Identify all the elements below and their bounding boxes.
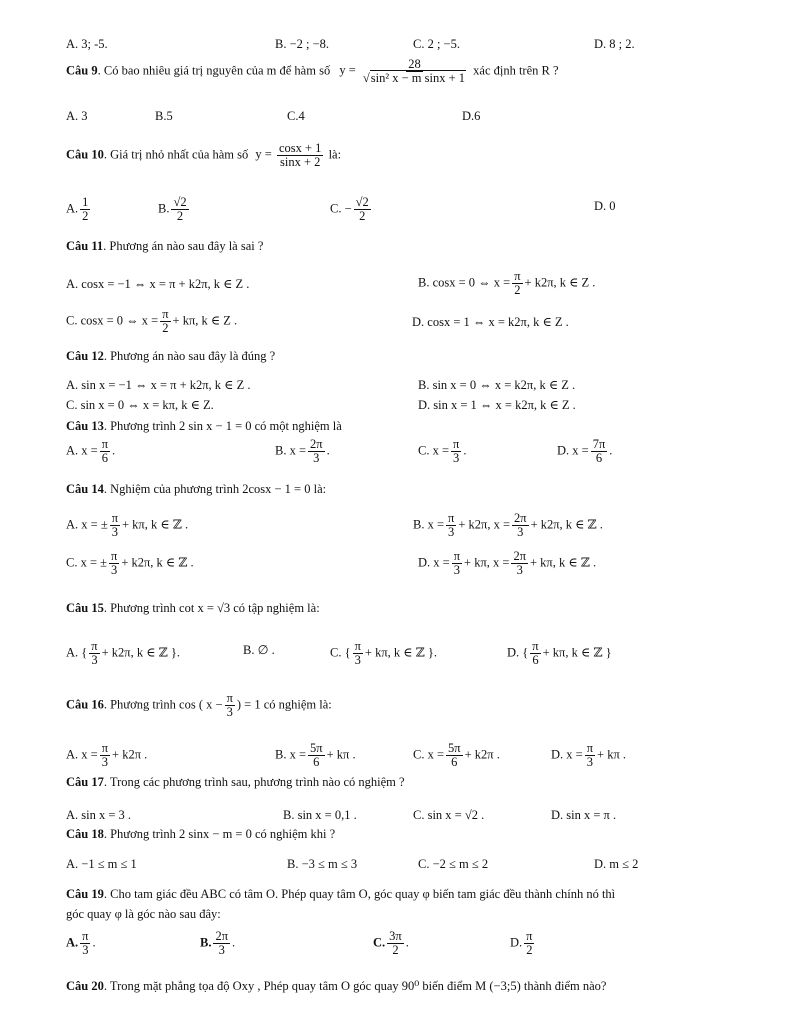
q8-option-b: B. −2 ; −8. (275, 37, 330, 51)
q18-option-d: D. m ≤ 2 (594, 857, 639, 871)
q14-option-c: C. x = ± $\frac{\pi}{3}$ + k2π, k ∈ ℤ . (66, 549, 194, 577)
question-14: Câu 14. Nghiệm của phương trình 2cosx − 1 = 0 là: (66, 482, 327, 496)
q12-option-b: B. sin x = 0 ⇔ x = k2π, k ∈ Z . (418, 378, 576, 392)
q18-option-c: C. −2 ≤ m ≤ 2 (418, 857, 489, 871)
question-18: Câu 18. Phương trình 2 sinx − m = 0 có nghiệm khi ? (66, 827, 336, 841)
q13-option-a: A. x = $\frac{\pi}{6}$ . (66, 437, 116, 465)
q8-option-c: C. 2 ; −5. (413, 37, 460, 51)
question-16: Câu 16. Phương trình cos ( x − $\frac{\pi}{3}$ ) = 1 có nghiệm là: (66, 691, 332, 719)
q8-option-d: D. 8 ; 2. (594, 37, 635, 51)
q16-option-a: A. x = $\frac{\pi}{3}$ + k2π . (66, 741, 148, 769)
q11-option-a: A. cosx = −1 ⇔ x = π + k2π, k ∈ Z . (66, 277, 250, 291)
q17-option-c: C. sin x = √2 . (413, 808, 485, 822)
q13-option-b: B. x = $\frac{2\pi}{3}$ . (275, 437, 330, 465)
question-19: Câu 19. Cho tam giác đều ABC có tâm O. Phép quay tâm O, góc quay φ biến tam giác đều thành chính nó thì (66, 887, 616, 901)
q14-option-d: D. x = $\frac{\pi}{3}$ + kπ, x = $\frac{2\pi}{3}$ + kπ, k ∈ ℤ . (418, 549, 597, 577)
q18-option-a: A. −1 ≤ m ≤ 1 (66, 857, 137, 871)
q17-option-b: B. sin x = 0,1 . (283, 808, 357, 822)
q10-option-a: A. $\frac{1}{2}$ (66, 195, 89, 223)
q9-option-b: B.5 (155, 109, 173, 123)
q9-label: Câu 9 (66, 63, 98, 78)
q18-option-b: B. −3 ≤ m ≤ 3 (287, 857, 358, 871)
q8-option-a: A. 3; -5. (66, 37, 108, 51)
q15-option-a: A. { $\frac{\pi}{3}$ + k2π, k ∈ ℤ }. (66, 639, 180, 667)
q15-option-d: D. { $\frac{\pi}{6}$ + kπ, k ∈ ℤ } (507, 639, 612, 667)
q10-option-d: D. 0 (594, 199, 616, 213)
question-20: Câu 20. Trong mặt phẳng tọa độ Oxy , Phép quay tâm O góc quay 90⁰ biến điểm M (−3;5) thành điểm nào? (66, 979, 607, 993)
q11-option-b: B. cosx = 0 ⇔ x = $\frac{\pi}{2}$ + k2π, k ∈ Z . (418, 269, 596, 297)
question-17: Câu 17. Trong các phương trình sau, phương trình nào có nghiệm ? (66, 775, 405, 789)
q16-option-c: C. x = $\frac{5\pi}{6}$ + k2π . (413, 741, 500, 769)
q19-option-a: A. $\frac{\pi}{3}$ . (66, 929, 96, 957)
question-12: Câu 12. Phương án nào sau đây là đúng ? (66, 349, 276, 363)
q11-option-d: D. cosx = 1 ⇔ x = k2π, k ∈ Z . (412, 315, 569, 329)
q9-option-c: C.4 (287, 109, 305, 123)
q17-option-d: D. sin x = π . (551, 808, 617, 822)
q13-option-c: C. x = $\frac{\pi}{3}$ . (418, 437, 467, 465)
q14-option-b: B. x = $\frac{\pi}{3}$ + k2π, x = $\frac{2\pi}{3}$ + k2π, k ∈ ℤ . (413, 511, 603, 539)
q15-option-c: C. { $\frac{\pi}{3}$ + kπ, k ∈ ℤ }. (330, 639, 438, 667)
q17-option-a: A. sin x = 3 . (66, 808, 132, 822)
question-13: Câu 13. Phương trình 2 sin x − 1 = 0 có một nghiệm là (66, 419, 342, 433)
q19-option-d: D. $\frac{\pi}{2}$ (510, 929, 533, 957)
q12-option-a: A. sin x = −1 ⇔ x = π + k2π, k ∈ Z . (66, 378, 251, 392)
q16-option-b: B. x = $\frac{5\pi}{6}$ + kπ . (275, 741, 356, 769)
q9-fraction: $\frac{28}{\text{√sin² x − m sinx + 1}}$ (362, 57, 466, 85)
question-9: Câu 9. Có bao nhiêu giá trị nguyên của m để hàm số y = $\frac{28}{\text{√sin² x − m sinx + 1}}$ xác định trên R ? (66, 57, 559, 85)
q16-option-d: D. x = $\frac{\pi}{3}$ + kπ . (551, 741, 627, 769)
q19-option-b: B. $\frac{2\pi}{3}$ . (200, 929, 236, 957)
q9-option-a: A. 3 (66, 109, 88, 123)
q11-option-c: C. cosx = 0 ⇔ x = $\frac{\pi}{2}$ + kπ, k ∈ Z . (66, 307, 238, 335)
q19-option-c: C. $\frac{3\pi}{2}$ . (373, 929, 409, 957)
q13-option-d: D. x = $\frac{7\pi}{6}$ . (557, 437, 613, 465)
question-11: Câu 11. Phương án nào sau đây là sai ? (66, 239, 264, 253)
question-15: Câu 15. Phương trình cot x = √3 có tập nghiệm là: (66, 601, 320, 615)
question-19-line2: góc quay φ là góc nào sau đây: (66, 907, 221, 921)
q14-option-a: A. x = ± $\frac{\pi}{3}$ + kπ, k ∈ ℤ . (66, 511, 189, 539)
q12-option-d: D. sin x = 1 ⇔ x = k2π, k ∈ Z . (418, 398, 576, 412)
q15-option-b: B. ∅ . (243, 643, 275, 657)
q9-option-d: D.6 (462, 109, 481, 123)
q12-option-c: C. sin x = 0 ⇔ x = kπ, k ∈ Z. (66, 398, 214, 412)
q10-option-c: C. − $\frac{√2}{2}$ (330, 195, 369, 223)
q10-option-b: B. $\frac{√2}{2}$ (158, 195, 187, 223)
question-10: Câu 10. Giá trị nhỏ nhất của hàm số y = $\frac{\cos x + 1}{\sin x + 2}$ là: (66, 141, 342, 169)
